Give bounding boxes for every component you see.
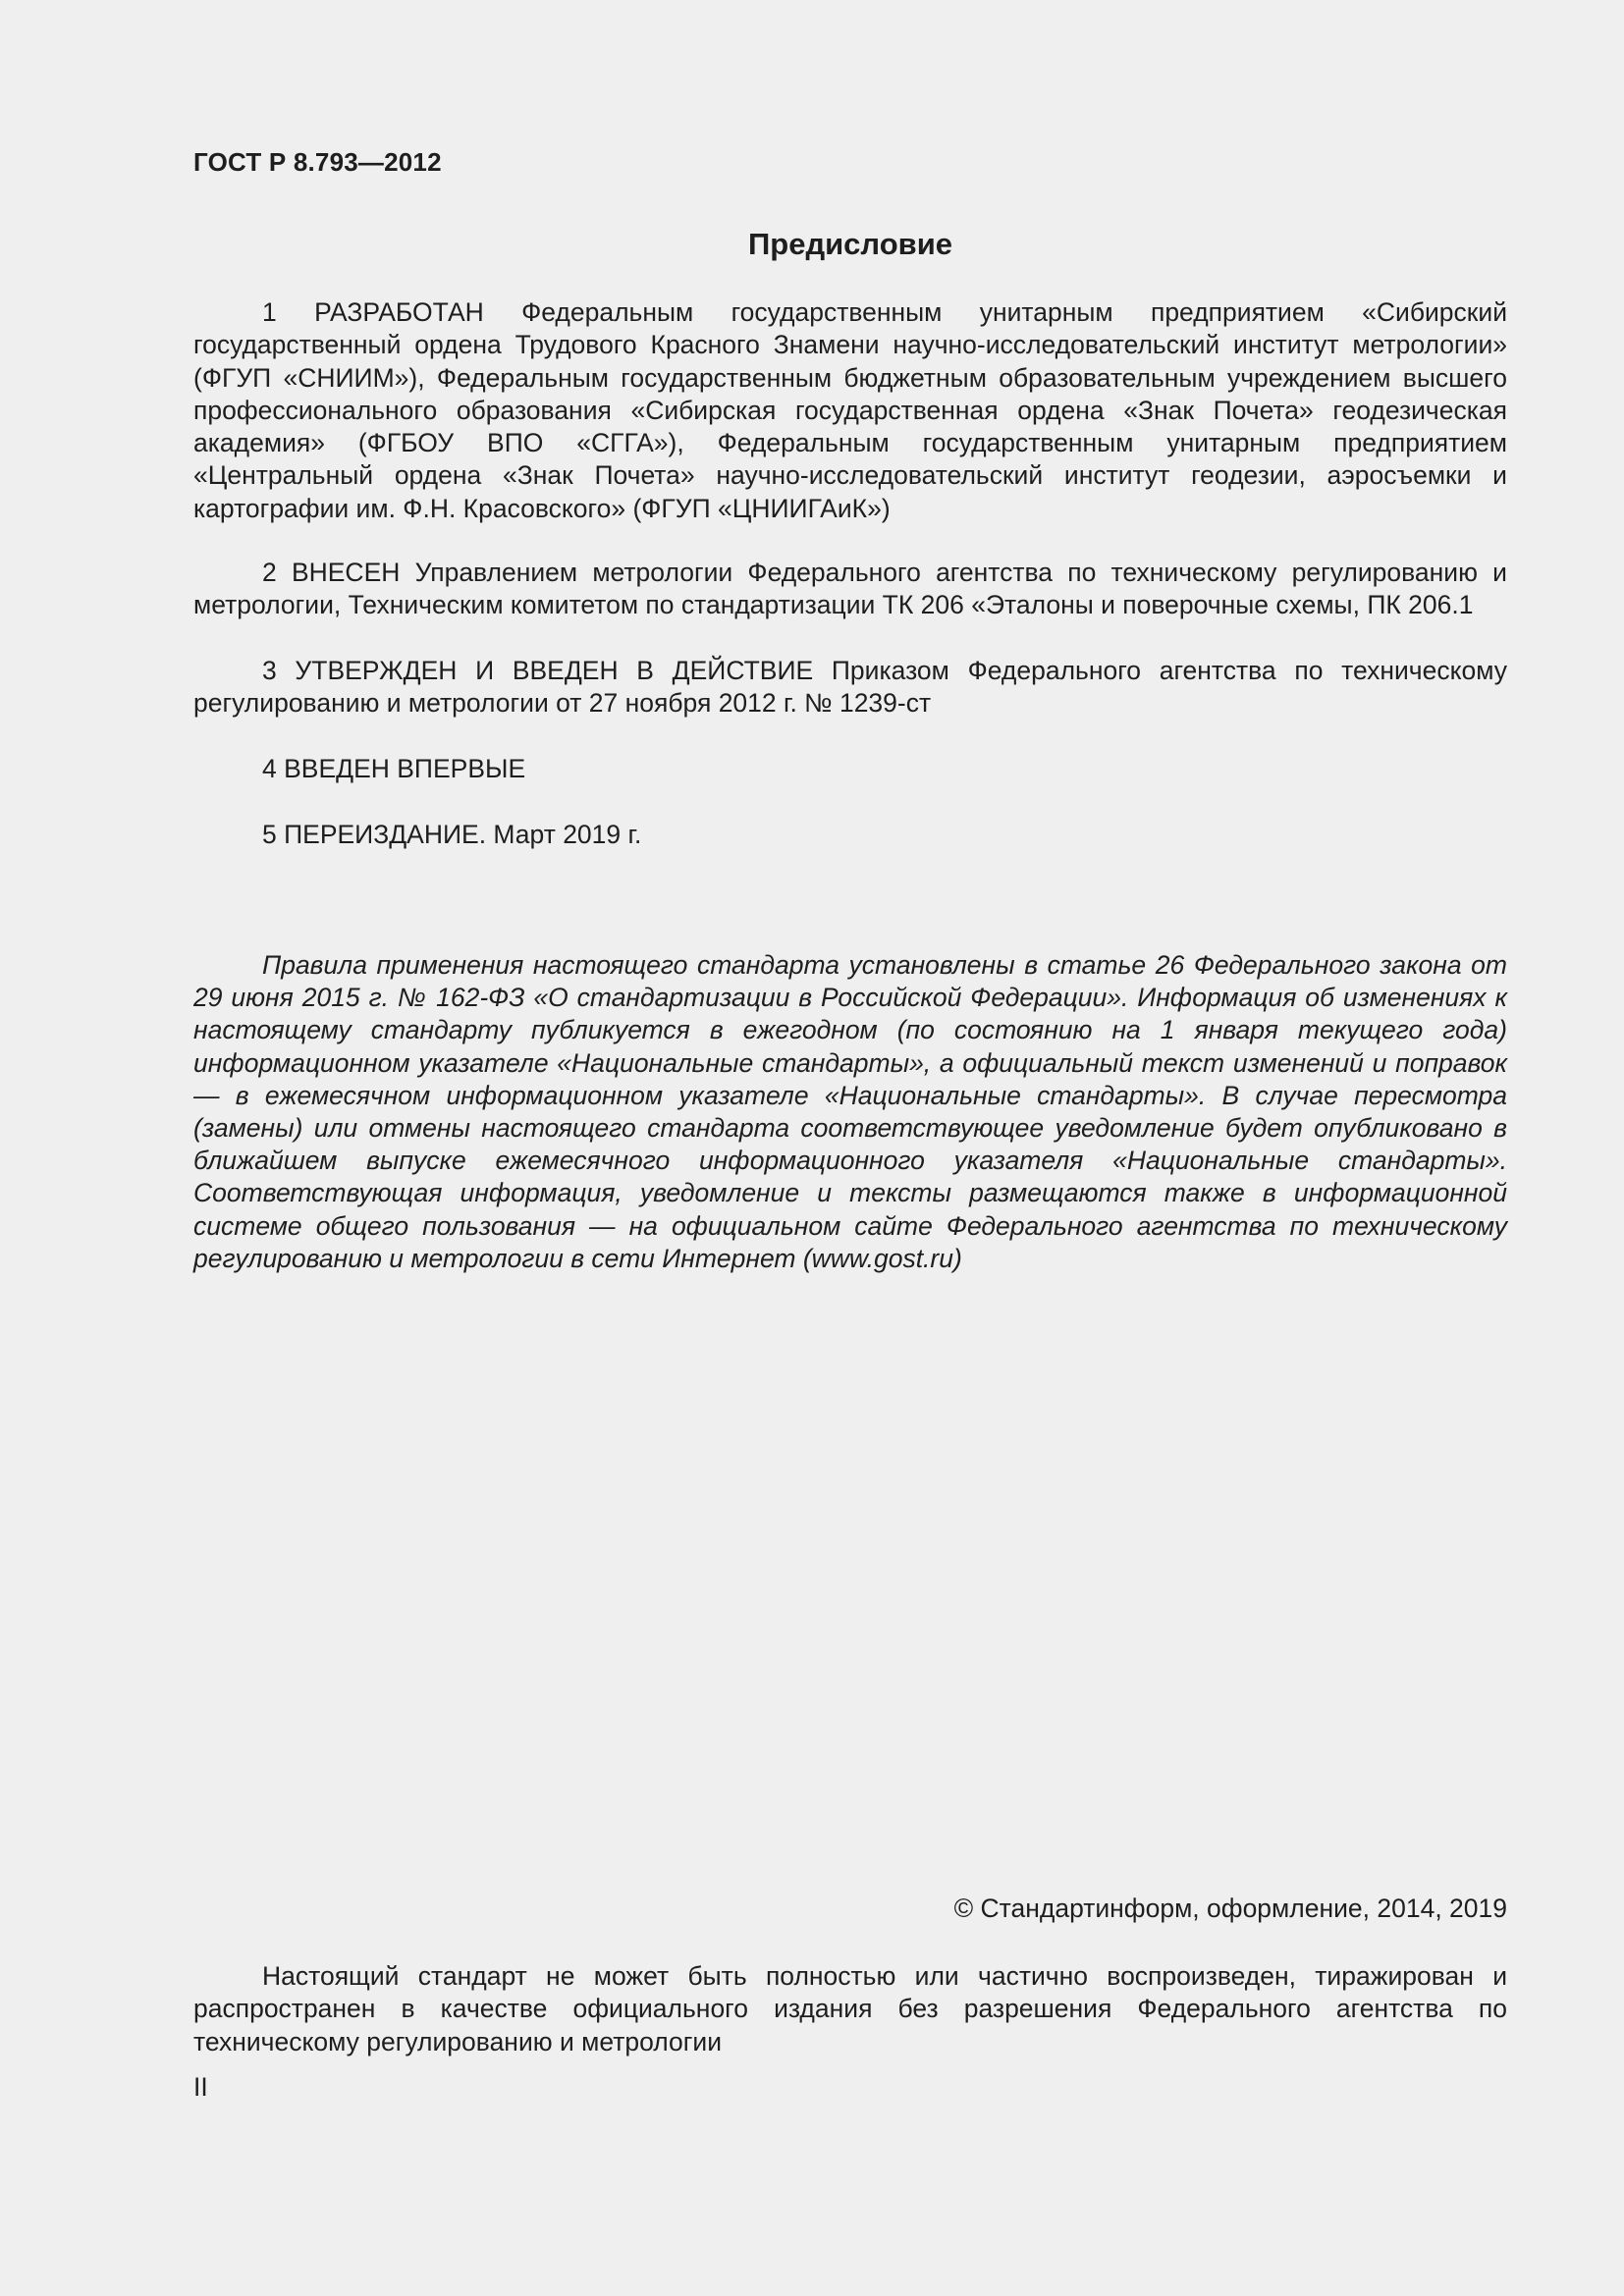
- preface-item-5-text: 5 ПЕРЕИЗДАНИЕ. Март 2019 г.: [262, 820, 642, 849]
- preface-title: Предисловие: [747, 227, 952, 261]
- preface-item-1: [193, 296, 1507, 525]
- preface-item-4-text: 4 ВВЕДЕН ВПЕРВЫЕ: [262, 754, 526, 783]
- reproduction-restriction-text: Настоящий стандарт не может быть полностью или частично воспроизведен, тиражирован и распространен в качестве официального издания без разрешения Федерального агентства по техническому регулированию и метрологии: [193, 1961, 1507, 2056]
- preface-item-4: [193, 753, 1507, 785]
- preface-item-2: [193, 557, 1507, 622]
- preface-item-5: [193, 819, 1507, 851]
- application-rules-notice: [193, 949, 1507, 1275]
- preface-item-1-text: 1 РАЗРАБОТАН Федеральным государственным унитарным предприятием «Сибирский государственный ордена Трудового Красного Знамени научно-исследовательский институт метрологии» (ФГУП «СНИИМ»), Федеральным государственным бюджетным образовательным учреждением высшего профессионального образования «Сибирская государственная ордена «Знак Почета» геодезическая академия» (ФГБОУ ВПО «СГГА»), Федеральным государственным унитарным предприятием «Центральный ордена «Знак Почета» научно-исследовательский институт геодезии, аэросъемки и картографии им. Ф.Н. Красовского» (ФГУП «ЦНИИГАиК»): [193, 297, 1507, 523]
- preface-item-2-text: 2 ВНЕСЕН Управлением метрологии Федерального агентства по техническому регулированию и метрологии, Техническим комитетом по стандартизации ТК 206 «Эталоны и поверочные схемы, ПК 206.1: [193, 558, 1507, 620]
- document-code: ГОСТ Р 8.793—2012: [193, 147, 442, 177]
- application-rules-text: Правила применения настоящего стандарта установлены в статье 26 Федерального закона от 29 июня 2015 г. № 162-ФЗ «О стандартизации в Российской Федерации». Информация об изменениях к настоящему стандарту публикуется в ежегодном (по состоянию на 1 января текущего года) информационном указателе «Национальные стандарты», а официальный текст изменений и поправок — в ежемесячном информационном указателе «Национальные стандарты». В случае пересмотра (замены) или отмены настоящего стандарта соответствующее уведомление будет опубликовано в ближайшем выпуске ежемесячного информационного указателя «Национальные стандарты». Соответствующая информация, уведомление и тексты размещаются также в информационной системе общего пользования — на официальном сайте Федерального агентства по техническому регулированию и метрологии в сети Интернет (www.gost.ru): [193, 950, 1507, 1273]
- preface-item-3-text: 3 УТВЕРЖДЕН И ВВЕДЕН В ДЕЙСТВИЕ Приказом Федерального агентства по техническому регулированию и метрологии от 27 ноября 2012 г. № 1239-ст: [193, 656, 1507, 719]
- page-number: II: [193, 2072, 208, 2102]
- copyright-line: © Стандартинформ, оформление, 2014, 2019: [953, 1894, 1507, 1923]
- reproduction-restriction: [193, 1960, 1507, 2058]
- preface-item-3: [193, 655, 1507, 721]
